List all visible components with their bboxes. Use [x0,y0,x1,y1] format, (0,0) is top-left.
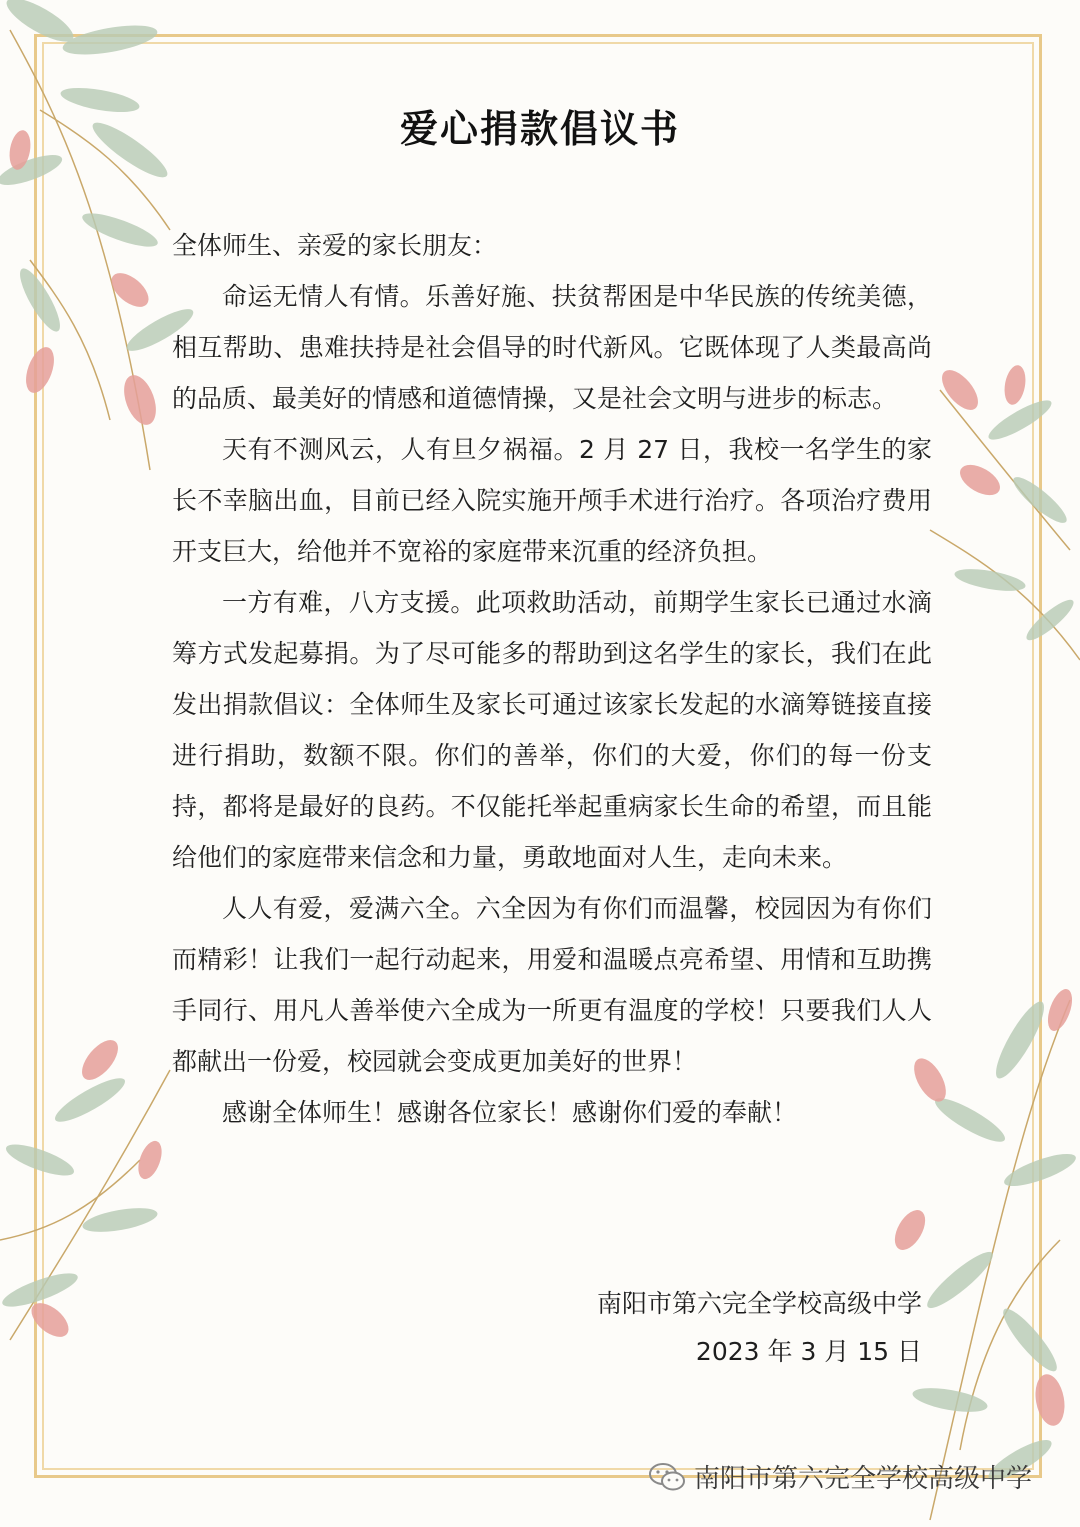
signature-block [597,1280,922,1376]
letter-body [172,220,932,1138]
watermark-text: 南阳市第六完全学校高级中学 [694,1464,1033,1494]
floral-decoration-right [920,350,1080,690]
salutation: 全体师生、亲爱的家长朋友： [172,231,498,260]
paragraph-3: 一方有难，八方支援。此项救助活动，前期学生家长已通过水滴筹方式发起募捐。为了尽可能多的帮助到这名学生的家长，我们在此发出捐款倡议：全体师生及家长可通过该家长发起的水滴筹链接直接进行捐助，数额不限。你们的善举，你们的大爱，你们的每一份支持，都将是最好的良药。不仅能托举起重病家长生命的希望，而且能给他们的家庭带来信念和力量，勇敢地面对人生，走向未来。 [172,588,932,872]
wechat-icon [648,1462,686,1492]
signature-date: 2023 年 3 月 15 日 [695,1337,922,1366]
page-title: 爱心捐款倡议书 [399,107,680,151]
paragraph-1: 命运无情人有情。乐善好施、扶贫帮困是中华民族的传统美德，相互帮助、患难扶持是社会倡导的时代新风。它既体现了人类最高尚的品质、最美好的情感和道德情操，又是社会文明与进步的标志。 [172,282,932,413]
paragraph-2: 天有不测风云，人有旦夕祸福。2 月 27 日，我校一名学生的家长不幸脑出血，目前已经入院实施开颅手术进行治疗。各项治疗费用开支巨大，给他并不宽裕的家庭带来沉重的经济负担。 [172,435,932,566]
wechat-watermark [648,1458,1032,1495]
signature-org: 南阳市第六完全学校高级中学 [596,1289,922,1318]
floral-decoration-bottom-left [0,1040,200,1360]
paragraph-4: 人人有爱，爱满六全。六全因为有你们而温馨，校园因为有你们而精彩！让我们一起行动起来，用爱和温暖点亮希望、用情和互助携手同行、用凡人善举使六全成为一所更有温度的学校！只要我们人人都献出一份爱，校园就会变成更加美好的世界！ [172,894,932,1076]
paragraph-5: 感谢全体师生！感谢各位家长！感谢你们爱的奉献！ [222,1098,798,1127]
